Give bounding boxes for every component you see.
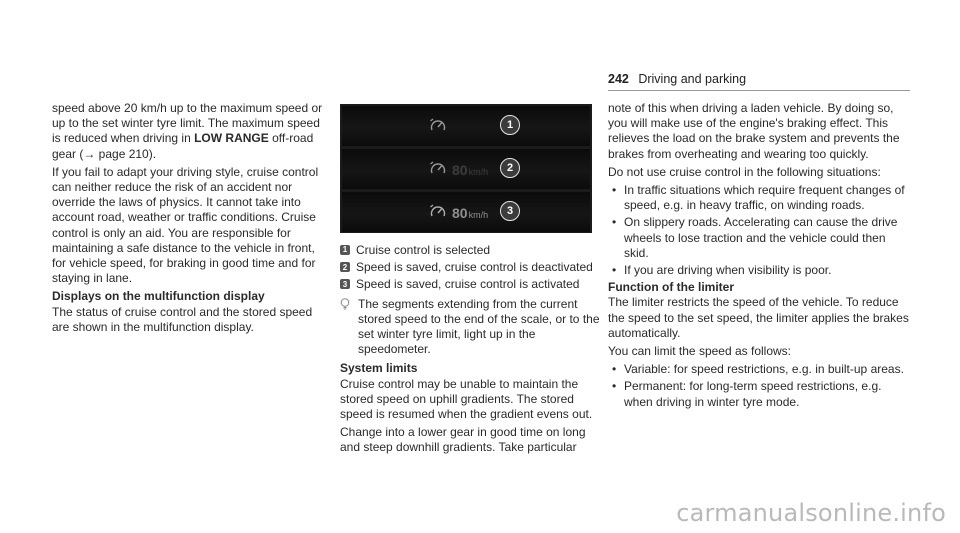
callout-2: 2 xyxy=(500,158,520,178)
callout-3: 3 xyxy=(500,201,520,221)
legend-text: Cruise control is selected xyxy=(356,243,491,257)
page-header xyxy=(608,72,746,86)
note-text: The segments extending from the current stored speed to the end of the scale, or to the set winter tyre limit, light up in the speedometer. xyxy=(358,296,600,357)
list-item: • If you are driving when visibility is poor. xyxy=(608,263,912,278)
column-right xyxy=(608,101,912,412)
intro-text: speed above 20 km/h up to the maximum speed or up to the set winter tyre limit. The maximum speed is reduced when driving in xyxy=(52,101,323,146)
display-row-3 xyxy=(342,192,590,232)
section-title: Driving and parking xyxy=(638,72,747,86)
limiter-paragraph: The limiter restricts the speed of the vehicle. To reduce the speed to the set speed, the limiter applies the brakes automatically. xyxy=(608,295,909,340)
intro-paragraph xyxy=(52,101,328,162)
watermark: carmanualsonline.info xyxy=(676,499,946,527)
column-left xyxy=(52,101,328,338)
downhill-paragraph: Change into a lower gear in good time on long and steep downhill gradients. Take particular xyxy=(340,425,586,455)
list-item: • On slippery roads. Accelerating can cause the drive wheels to lose traction and the vehicle could then skid. xyxy=(608,215,912,261)
legend-text: Speed is saved, cruise control is activated xyxy=(356,277,580,292)
column-middle xyxy=(340,243,600,459)
laden-paragraph: note of this when driving a laden vehicle. By doing so, you will make use of the engine's braking effect. This relieves the load on the brake system and prevents the brakes from overheating and wearing too quickly. xyxy=(608,101,900,161)
system-limits-paragraph: Cruise control may be unable to maintain the stored speed on uphill gradients. The stored speed is resumed when the gradient evens out. xyxy=(340,376,593,422)
limiter-heading: Function of the limiter xyxy=(608,280,734,295)
cruise-control-icon xyxy=(430,118,446,132)
system-limits-heading: System limits xyxy=(340,361,418,376)
legend-number: 3 xyxy=(340,279,350,289)
limit-intro: You can limit the speed as follows: xyxy=(608,344,791,359)
limit-list xyxy=(608,362,912,410)
legend-number: 2 xyxy=(340,262,350,272)
legend-text: Speed is saved, cruise control is deactivated xyxy=(356,260,593,275)
note xyxy=(340,297,600,358)
legend-item xyxy=(340,243,600,258)
situations-intro: Do not use cruise control in the following situations: xyxy=(608,164,881,179)
list-item: • In traffic situations which require frequent changes of speed, e.g. in heavy traffic, on winding roads. xyxy=(608,183,912,213)
warning-paragraph: If you fail to adapt your driving style, cruise control can neither reduce the risk of an accident nor override the laws of physics. It cannot take into account road, weather or traffic conditions. Cruise control is only an aid. You are responsible for maintaining a safe distance to the vehicle in front, for vehicle speed, for braking in good time and for staying in lane. xyxy=(52,164,319,286)
legend-item xyxy=(340,260,600,275)
cruise-control-icon xyxy=(430,204,446,218)
situations-list xyxy=(608,183,912,278)
stored-speed: 80km/h xyxy=(452,205,489,221)
list-item: • Variable: for speed restrictions, e.g. in built-up areas. xyxy=(608,362,912,377)
stored-speed: 80km/h xyxy=(452,162,489,178)
display-row-2 xyxy=(342,149,590,189)
display-row-1 xyxy=(342,106,590,146)
page-number: 242 xyxy=(608,72,629,86)
header-rule xyxy=(608,90,910,91)
cruise-control-icon xyxy=(430,161,446,175)
legend-item xyxy=(340,277,600,292)
low-range-label: LOW RANGE xyxy=(194,131,269,146)
page-ref-text: off-road gear (→ page 210). xyxy=(52,131,314,161)
lightbulb-icon xyxy=(340,298,350,310)
displays-heading: Displays on the multifunction display xyxy=(52,289,265,304)
callout-1: 1 xyxy=(500,115,520,135)
stored-speed xyxy=(452,119,453,135)
list-item: • Permanent: for long-term speed restrictions, e.g. when driving in winter tyre mode. xyxy=(608,379,912,409)
displays-paragraph: The status of cruise control and the stored speed are shown in the multifunction display. xyxy=(52,304,313,334)
legend-number: 1 xyxy=(340,245,350,255)
multifunction-display-illustration xyxy=(340,104,592,233)
